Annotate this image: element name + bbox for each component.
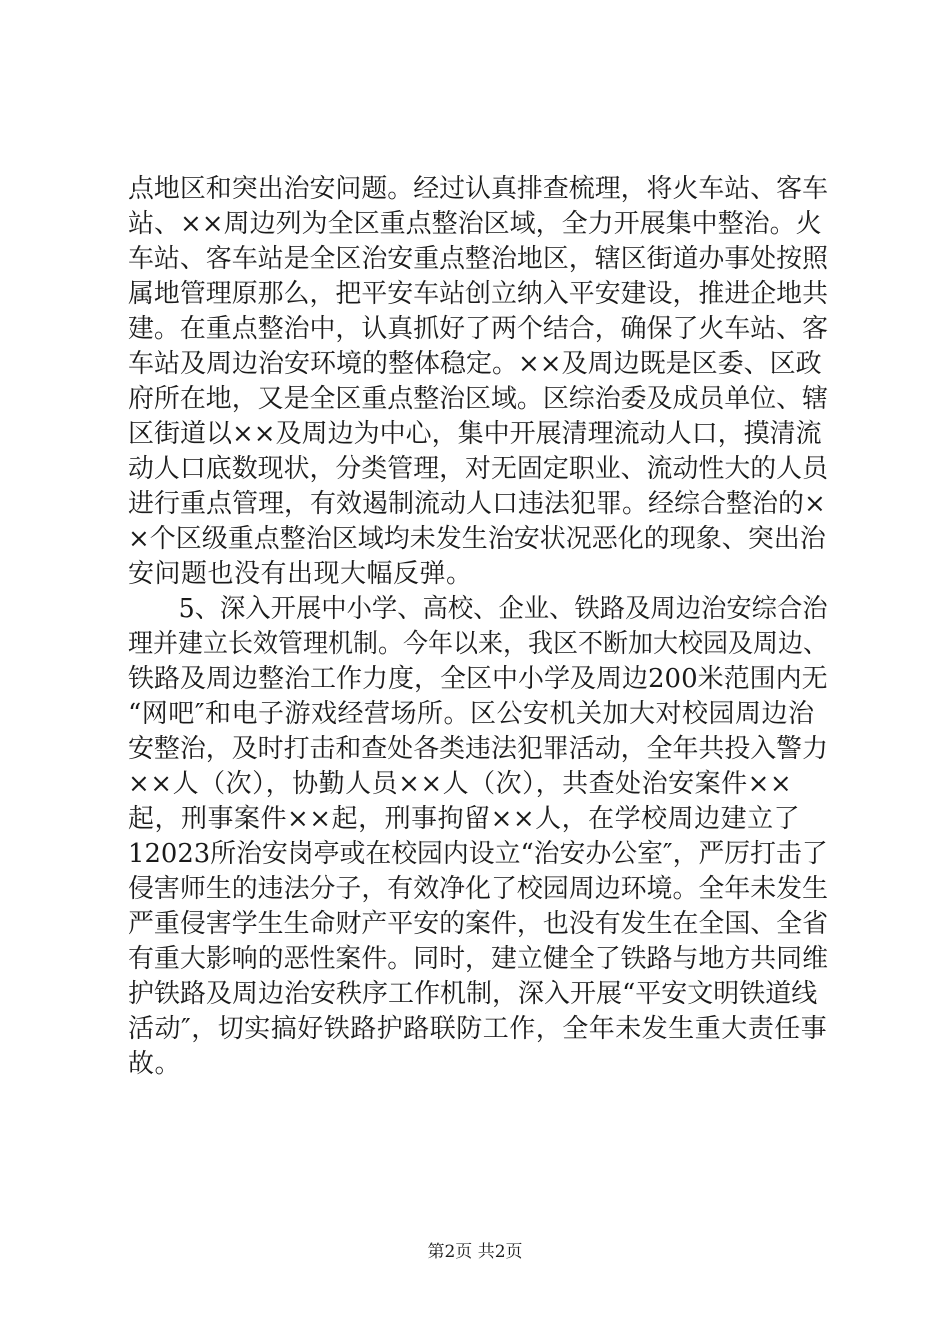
- text-line: 铁路及周边整治工作力度，全区中小学及周边200米范围内无: [128, 664, 828, 694]
- text-line: 区街道以××及周边为中心，集中开展清理流动人口，摸清流: [128, 419, 822, 449]
- text-line: “网吧″和电子游戏经营场所。区公安机关加大对校园周边治: [128, 699, 815, 729]
- text-line: 有重大影响的恶性案件。同时，建立健全了铁路与地方共同维: [128, 944, 829, 974]
- text-line: ×个区级重点整治区域均未发生治安状况恶化的现象、突出治: [128, 524, 826, 554]
- text-line: 府所在地，又是全区重点整治区域。区综治委及成员单位、辖: [128, 384, 829, 414]
- text-line: 安整治，及时打击和查处各类违法犯罪活动，全年共投入警力: [128, 734, 829, 764]
- text-line: 起，刑事案件××起，刑事拘留××人，在学校周边建立了: [128, 804, 801, 834]
- text-line: ××人（次），协勤人员××人（次），共查处治安案件××: [128, 769, 793, 799]
- text-line: 侵害师生的违法分子，有效净化了校园周边环境。全年未发生: [128, 874, 829, 904]
- text-line: 理并建立长效管理机制。今年以来，我区不断加大校园及周边、: [128, 629, 828, 659]
- text-line: 护铁路及周边治安秩序工作机制，深入开展“平安文明铁道线: [128, 979, 818, 1009]
- text-line: 车站及周边治安环境的整体稳定。××及周边既是区委、区政: [128, 349, 822, 379]
- text-line: 12023所治安岗亭或在校园内设立“治安办公室″，严厉打击了: [128, 839, 828, 869]
- text-line: 建。在重点整治中，认真抓好了两个结合，确保了火车站、客: [128, 314, 829, 344]
- text-line: 安问题也没有出现大幅反弹。: [128, 559, 473, 589]
- text-line: 车站、客车站是全区治安重点整治地区，辖区街道办事处按照: [128, 244, 829, 274]
- paragraph-start-line: 5、深入开展中小学、高校、企业、铁路及周边治安综合治: [128, 594, 828, 624]
- text-line: 属地管理原那么，把平安车站创立纳入平安建设，推进企地共: [128, 279, 829, 309]
- document-body: [128, 172, 828, 1082]
- text-line: 点地区和突出治安问题。经过认真排查梳理，将火车站、客车: [128, 174, 829, 204]
- text-line: 进行重点管理，有效遏制流动人口违法犯罪。经综合整治的×: [128, 489, 826, 519]
- text-line: 严重侵害学生生命财产平安的案件，也没有发生在全国、全省: [128, 909, 829, 939]
- text-line: 活动″，切实搞好铁路护路联防工作，全年未发生重大责任事: [128, 1014, 828, 1044]
- text-line: 站、××周边列为全区重点整治区域，全力开展集中整治。火: [128, 209, 822, 239]
- text-line: 故。: [128, 1049, 182, 1079]
- text-line: 动人口底数现状，分类管理，对无固定职业、流动性大的人员: [128, 454, 829, 484]
- page-number-footer: 第2页 共2页: [427, 1242, 523, 1262]
